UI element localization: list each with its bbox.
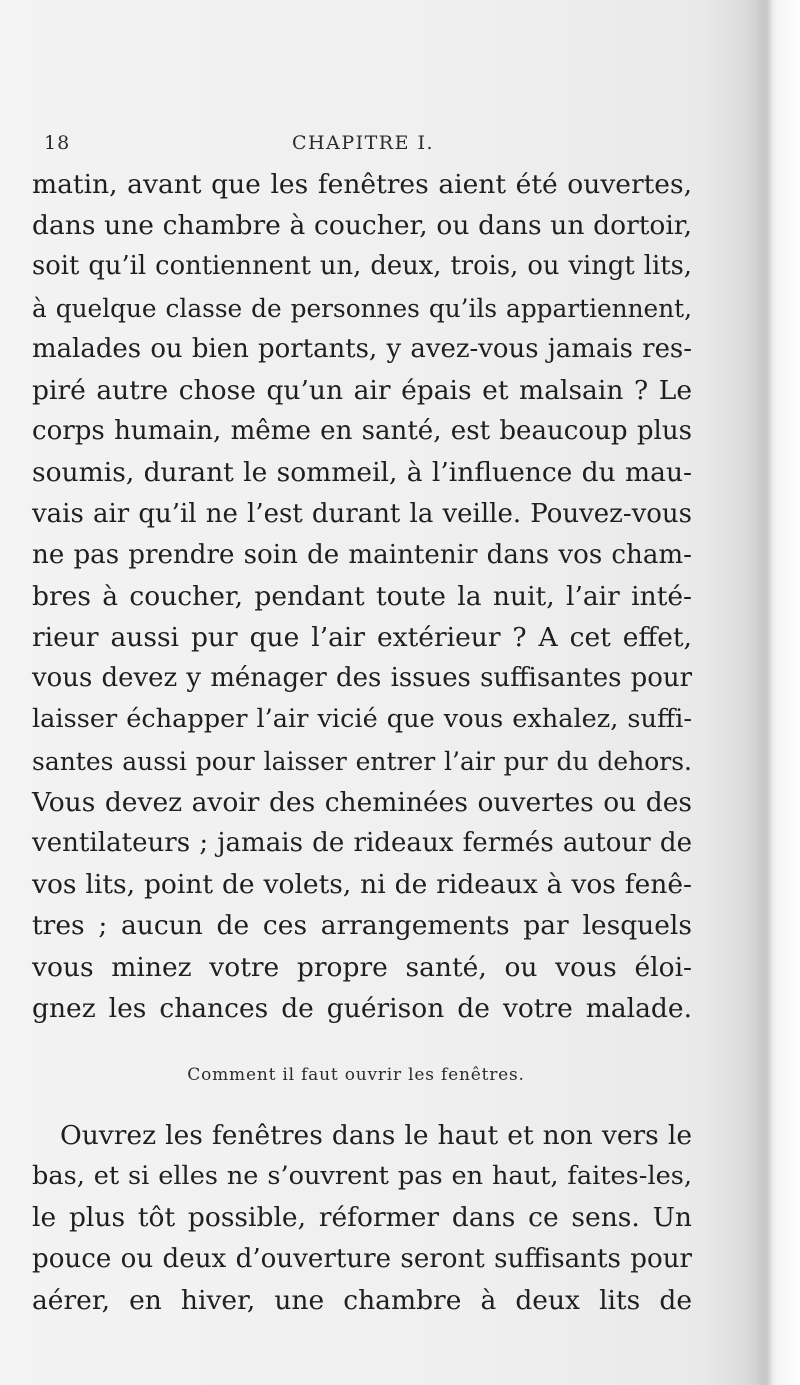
text-line: Ouvrez les fenêtres dans le haut et non vers le — [60, 1120, 692, 1151]
paragraph-1 — [32, 164, 692, 1029]
text-line: tres ; aucun de ces arrangements par lesquels — [32, 910, 692, 942]
text-line: laisser échapper l’air vicié que vous exhalez, suffi- — [32, 704, 692, 735]
text-line: gnez les chances de guérison de votre malade. — [32, 992, 692, 1024]
text-line: vais air qu’il ne l’est durant la veille. Pouvez-vous — [32, 498, 692, 529]
text-line: ne pas prendre soin de maintenir dans vos cham- — [32, 539, 692, 570]
text-line: corps humain, même en santé, est beaucoup plus — [32, 416, 692, 447]
text-line: rieur aussi pur que l’air extérieur ? A cet effet, — [32, 622, 692, 654]
text-line: Vous devez avoir des cheminées ouvertes ou des — [32, 786, 692, 818]
text-line: aérer, en hiver, une chambre à deux lits de — [32, 1284, 692, 1316]
text-line: pouce ou deux d’ouverture seront suffisants pour — [32, 1243, 692, 1274]
paragraph-2 — [32, 1115, 692, 1321]
text-line: bas, et si elles ne s’ouvrent pas en haut, faites-les, — [32, 1161, 692, 1192]
text-line: ventilateurs ; jamais de rideaux fermés autour de — [32, 828, 692, 858]
text-line: dans une chambre à coucher, ou dans un dortoir, — [32, 210, 692, 242]
page-number: 18 — [44, 132, 71, 154]
text-line: le plus tôt possible, réformer dans ce sens. Un — [32, 1202, 692, 1234]
marginal-heading: Comment il faut ouvrir les fenêtres. — [187, 1065, 525, 1085]
running-head: CHAPITRE I. — [292, 132, 435, 154]
text-line: vous devez y ménager des issues suffisantes pour — [32, 663, 692, 694]
text-line: piré autre chose qu’un air épais et malsain ? Le — [32, 374, 692, 406]
text-line: soumis, durant le sommeil, à l’influence du mau- — [32, 457, 692, 489]
text-line: malades ou bien portants, y avez-vous jamais res- — [32, 333, 692, 364]
page-gutter-shadow — [758, 0, 772, 1385]
text-line: à quelque classe de personnes qu’ils appartiennent, — [32, 293, 692, 323]
text-line: bres à coucher, pendant toute la nuit, l’air inté- — [32, 580, 692, 612]
text-line: santes aussi pour laisser entrer l’air pur du dehors. — [32, 746, 692, 776]
text-line: matin, avant que les fenêtres aient été ouvertes, — [32, 169, 692, 200]
page-header — [44, 128, 684, 162]
text-line: vous minez votre propre santé, ou vous éloi- — [32, 951, 692, 983]
text-line: vos lits, point de volets, ni de rideaux à vos fenê- — [32, 869, 692, 901]
text-line: soit qu’il contiennent un, deux, trois, ou vingt lits, — [32, 251, 692, 282]
